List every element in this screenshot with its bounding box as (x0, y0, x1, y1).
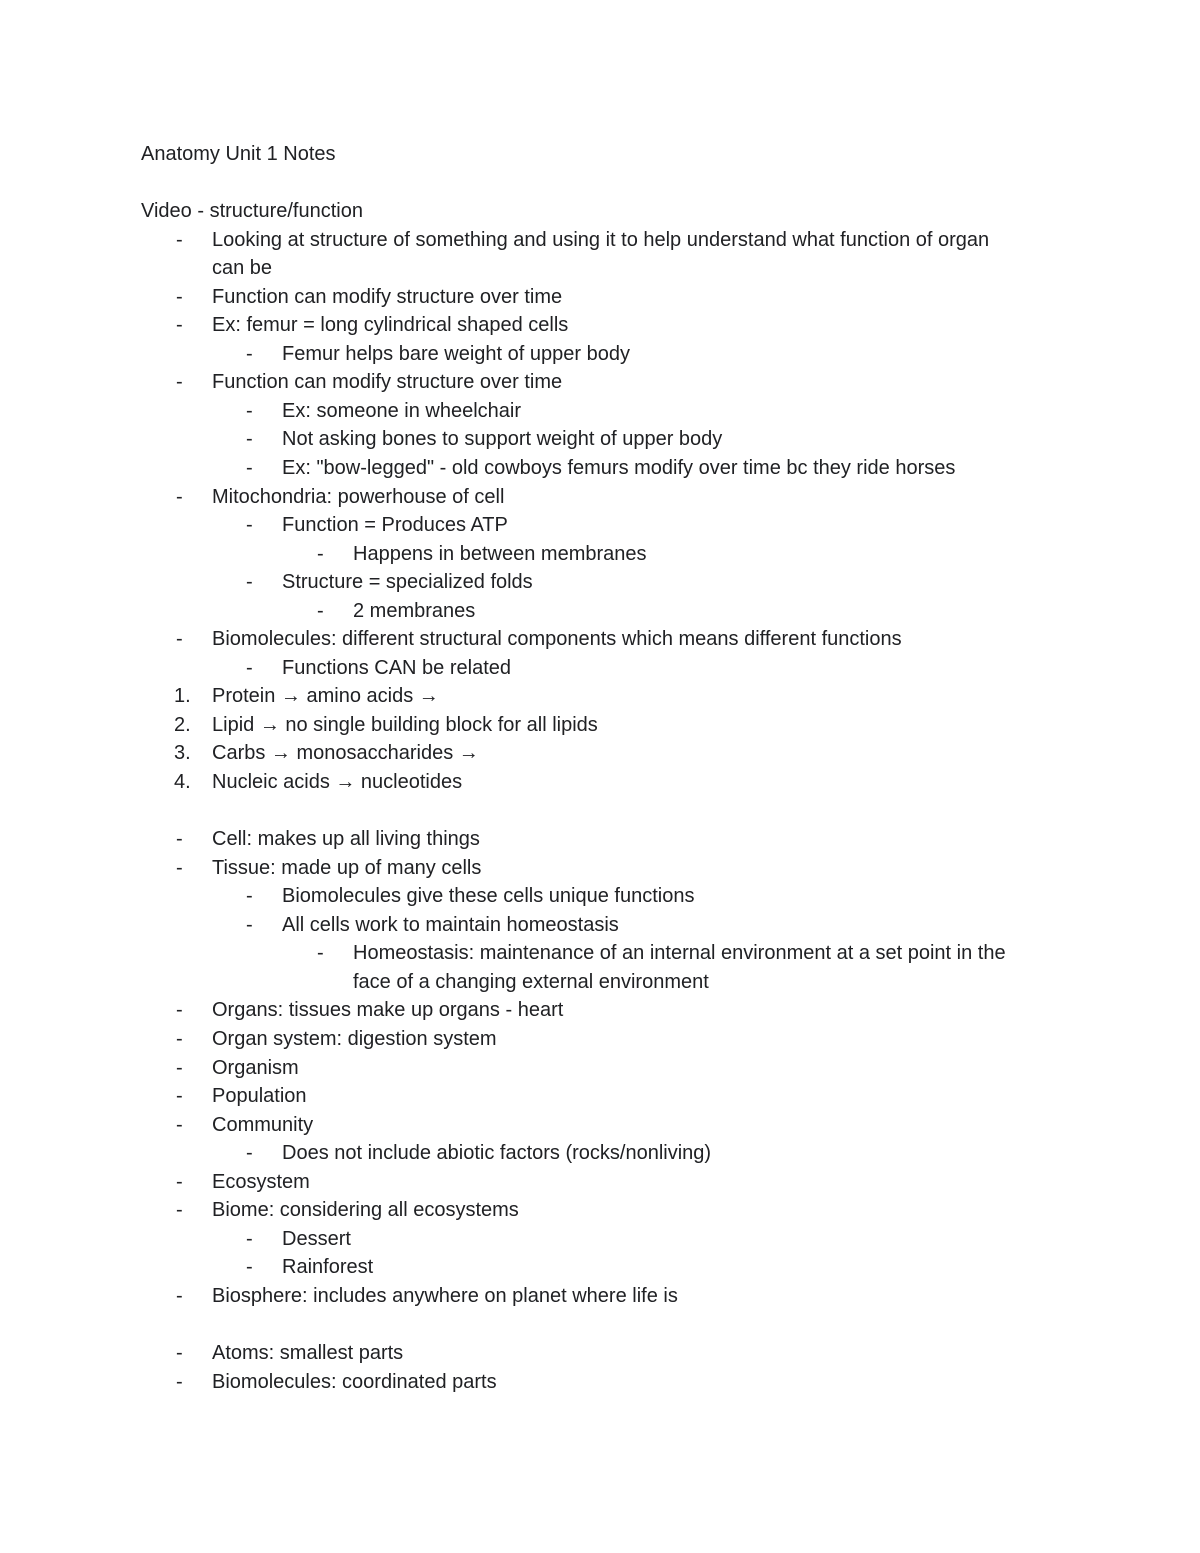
list-item: Does not include abiotic factors (rocks/nonliving) (282, 1142, 712, 1165)
list-item: Biomolecules: different structural components which means different functions (212, 628, 902, 651)
bullet-dash: - (176, 371, 183, 394)
bullet-dash: - (176, 1056, 183, 1079)
list-item: Ecosystem (212, 1170, 310, 1193)
list-item: Rainforest (282, 1256, 374, 1279)
list-item: Structure = specialized folds (282, 571, 533, 594)
list-item: Nucleic acids → nucleotides (212, 771, 463, 793)
bullet-dash: - (176, 1113, 183, 1136)
list-number: 1. (174, 685, 191, 708)
list-item: Mitochondria: powerhouse of cell (212, 485, 505, 508)
list-item: 2 membranes (353, 599, 476, 622)
bullet-dash: - (246, 428, 253, 451)
list-number: 4. (174, 771, 191, 793)
list-item: Biomolecules: coordinated parts (212, 1370, 497, 1393)
list-item: Organism (212, 1056, 299, 1079)
list-item: Ex: "bow-legged" - old cowboys femurs modify over time bc they ride horses (282, 456, 956, 479)
list-item: All cells work to maintain homeostasis (282, 913, 619, 936)
bullet-dash: - (246, 913, 253, 936)
page-title: Anatomy Unit 1 Notes (141, 143, 336, 165)
list-item: Looking at structure of something and using it to help understand what function of organ (212, 228, 990, 251)
list-item: face of a changing external environment (353, 970, 709, 993)
list-number: 2. (174, 713, 191, 736)
list-item: Ex: femur = long cylindrical shaped cells (212, 314, 569, 337)
list-item: Organs: tissues make up organs - heart (212, 999, 564, 1022)
list-item: Protein → amino acids → (212, 685, 439, 708)
list-item: Happens in between membranes (353, 542, 647, 565)
list-item: Population (212, 1085, 307, 1108)
bullet-dash: - (317, 599, 324, 622)
list-item: Femur helps bare weight of upper body (282, 342, 630, 365)
bullet-dash: - (176, 1199, 183, 1222)
list-item: Functions CAN be related (282, 656, 512, 679)
bullet-dash: - (176, 1284, 183, 1307)
list-item: Atoms: smallest parts (212, 1342, 404, 1364)
list-item: Biomolecules give these cells unique functions (282, 885, 695, 908)
bullet-dash: - (246, 1142, 253, 1165)
bullet-dash: - (176, 228, 183, 251)
bullet-dash: - (246, 399, 253, 422)
list-item: Function = Produces ATP (282, 514, 508, 537)
bullet-dash: - (176, 314, 183, 337)
section-heading: Video - structure/function (141, 200, 363, 222)
list-item: Tissue: made up of many cells (212, 856, 482, 879)
bullet-dash: - (176, 1027, 183, 1050)
bullet-dash: - (246, 456, 253, 479)
list-item: Cell: makes up all living things (212, 828, 480, 851)
bullet-dash: - (176, 999, 183, 1022)
list-item: Function can modify structure over time (212, 285, 563, 308)
bullet-dash: - (246, 1227, 253, 1250)
bullet-dash: - (246, 885, 253, 908)
bullet-dash: - (246, 342, 253, 365)
list-item: Homeostasis: maintenance of an internal environment at a set point in the (353, 942, 1006, 965)
list-item: Organ system: digestion system (212, 1027, 497, 1050)
bullet-dash: - (176, 1370, 183, 1393)
bullet-dash: - (246, 656, 253, 679)
bullet-dash: - (317, 942, 324, 965)
list-item: Biome: considering all ecosystems (212, 1199, 519, 1222)
list-item: Dessert (282, 1227, 351, 1250)
list-item: Lipid → no single building block for all lipids (212, 713, 598, 736)
bullet-dash: - (176, 856, 183, 879)
bullet-dash: - (176, 1085, 183, 1108)
list-item: Not asking bones to support weight of upper body (282, 428, 723, 451)
bullet-dash: - (176, 485, 183, 508)
bullet-dash: - (246, 571, 253, 594)
list-item: Function can modify structure over time (212, 371, 563, 394)
list-item: can be (212, 257, 273, 280)
bullet-dash: - (176, 628, 183, 651)
bullet-dash: - (176, 1170, 183, 1193)
bullet-dash: - (317, 542, 324, 565)
list-item: Community (212, 1113, 314, 1136)
list-item: Ex: someone in wheelchair (282, 399, 522, 422)
bullet-dash: - (246, 514, 253, 537)
list-number: 3. (174, 742, 191, 765)
bullet-dash: - (176, 1342, 183, 1364)
list-item: Carbs → monosaccharides → (212, 742, 479, 765)
list-item: Biosphere: includes anywhere on planet where life is (212, 1284, 678, 1307)
bullet-dash: - (176, 285, 183, 308)
bullet-dash: - (246, 1256, 253, 1279)
bullet-dash: - (176, 828, 183, 851)
